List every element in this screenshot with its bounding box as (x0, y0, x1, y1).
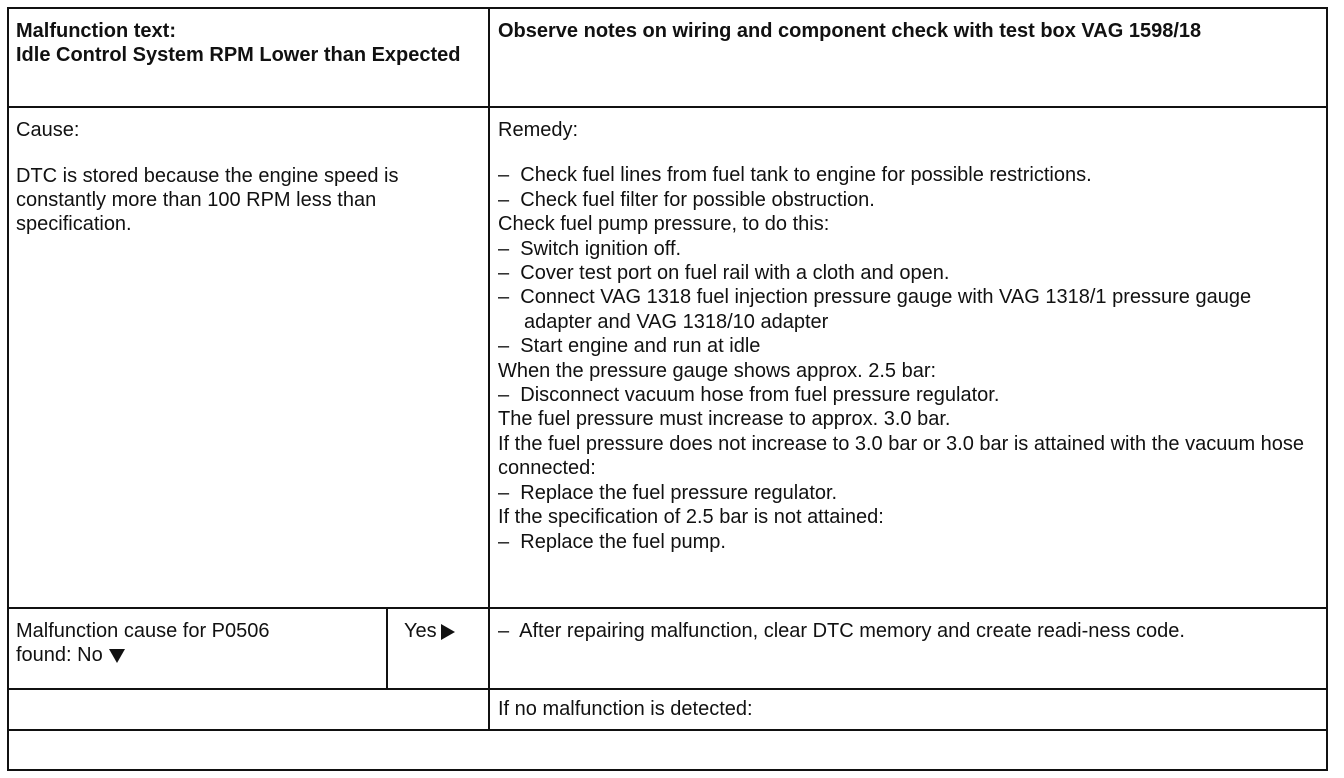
malfunction-text-value: Idle Control System RPM Lower than Expected (16, 44, 461, 66)
dash-glyph: – (498, 286, 510, 309)
malfunction-cause-question (16, 619, 381, 667)
no-malfunction-text: If no malfunction is detected: (498, 698, 753, 720)
remedy-step-text: Cover test port on fuel rail with a cloth and open. (520, 262, 950, 285)
remedy-instruction: If the specification of 2.5 bar is not attained: (498, 506, 884, 529)
cause-text: DTC is stored because the engine speed is constantly more than 100 RPM less than specification. (16, 165, 399, 235)
remedy-step (498, 237, 1320, 261)
yes-branch (404, 619, 484, 643)
test-box-note-header (498, 19, 1313, 43)
remedy-step-text: Connect VAG 1318 fuel injection pressure gauge with VAG 1318/1 pressure gauge adapter and VAG 1318/10 adapter (520, 286, 1252, 333)
dash-glyph: – (498, 384, 510, 407)
column-divider-yes (386, 607, 388, 690)
remedy-cell (498, 118, 1320, 554)
question-line-2 (16, 643, 381, 667)
remedy-step-text: Disconnect vacuum hose from fuel pressure regulator. (520, 384, 1000, 407)
remedy-step (498, 188, 1320, 212)
diagnostic-table (7, 7, 1328, 771)
table-border-left (7, 7, 9, 771)
column-divider (488, 7, 490, 731)
yes-action (498, 619, 1313, 643)
row-divider (7, 106, 1328, 108)
test-box-note: Observe notes on wiring and component check with test box VAG 1598/18 (498, 20, 1202, 42)
remedy-step (498, 285, 1320, 334)
remedy-label: Remedy: (498, 119, 579, 141)
dash-glyph: – (498, 481, 510, 504)
malfunction-text-header (16, 19, 476, 67)
remedy-instruction: The fuel pressure must increase to approx. 3.0 bar. (498, 408, 951, 431)
cause-label: Cause: (16, 119, 80, 141)
cause-cell (16, 118, 456, 236)
dash-glyph: – (498, 262, 510, 285)
remedy-step-text: Start engine and run at idle (520, 335, 761, 358)
no-malfunction-cell (498, 697, 1313, 721)
remedy-step (498, 383, 1320, 407)
remedy-instruction: If the fuel pressure does not increase to 3.0 bar or 3.0 bar is attained with the vacuum hose connected: (498, 432, 1305, 480)
row-divider (7, 729, 1328, 731)
remedy-instruction: When the pressure gauge shows approx. 2.5 bar: (498, 359, 937, 382)
yes-label: Yes (404, 620, 437, 642)
row-divider (7, 688, 1328, 690)
remedy-step-text: Check fuel lines from fuel tank to engine for possible restrictions. (520, 164, 1092, 187)
remedy-step (498, 261, 1320, 285)
remedy-step (498, 530, 1320, 554)
row-divider (7, 607, 1328, 609)
remedy-step (498, 163, 1320, 187)
remedy-step (498, 334, 1320, 358)
dash-glyph: – (498, 530, 510, 553)
arrow-right-icon (441, 624, 455, 640)
dash-glyph: – (498, 164, 510, 187)
malfunction-text-label: Malfunction text: (16, 20, 176, 42)
arrow-down-icon (109, 649, 125, 663)
table-border-top (7, 7, 1328, 9)
remedy-step (498, 481, 1320, 505)
remedy-steps (498, 163, 1320, 554)
remedy-step-text: Replace the fuel pump. (520, 530, 726, 553)
table-border-bottom (7, 769, 1328, 771)
dash-glyph: – (498, 620, 510, 642)
dash-glyph: – (498, 335, 510, 358)
question-line-1: Malfunction cause for P0506 (16, 620, 270, 642)
remedy-instruction: Check fuel pump pressure, to do this: (498, 213, 830, 236)
remedy-step-text: Replace the fuel pressure regulator. (520, 481, 838, 504)
table-border-right (1326, 7, 1328, 771)
remedy-step-text: Switch ignition off. (520, 237, 682, 260)
dash-glyph: – (498, 237, 510, 260)
yes-action-text: After repairing malfunction, clear DTC memory and create readi-ness code. (519, 620, 1185, 642)
yes-action-cell (498, 619, 1313, 643)
dash-glyph: – (498, 188, 510, 211)
remedy-step-text: Check fuel filter for possible obstruction. (520, 188, 875, 211)
question-line-2-text: found: No (16, 644, 103, 666)
